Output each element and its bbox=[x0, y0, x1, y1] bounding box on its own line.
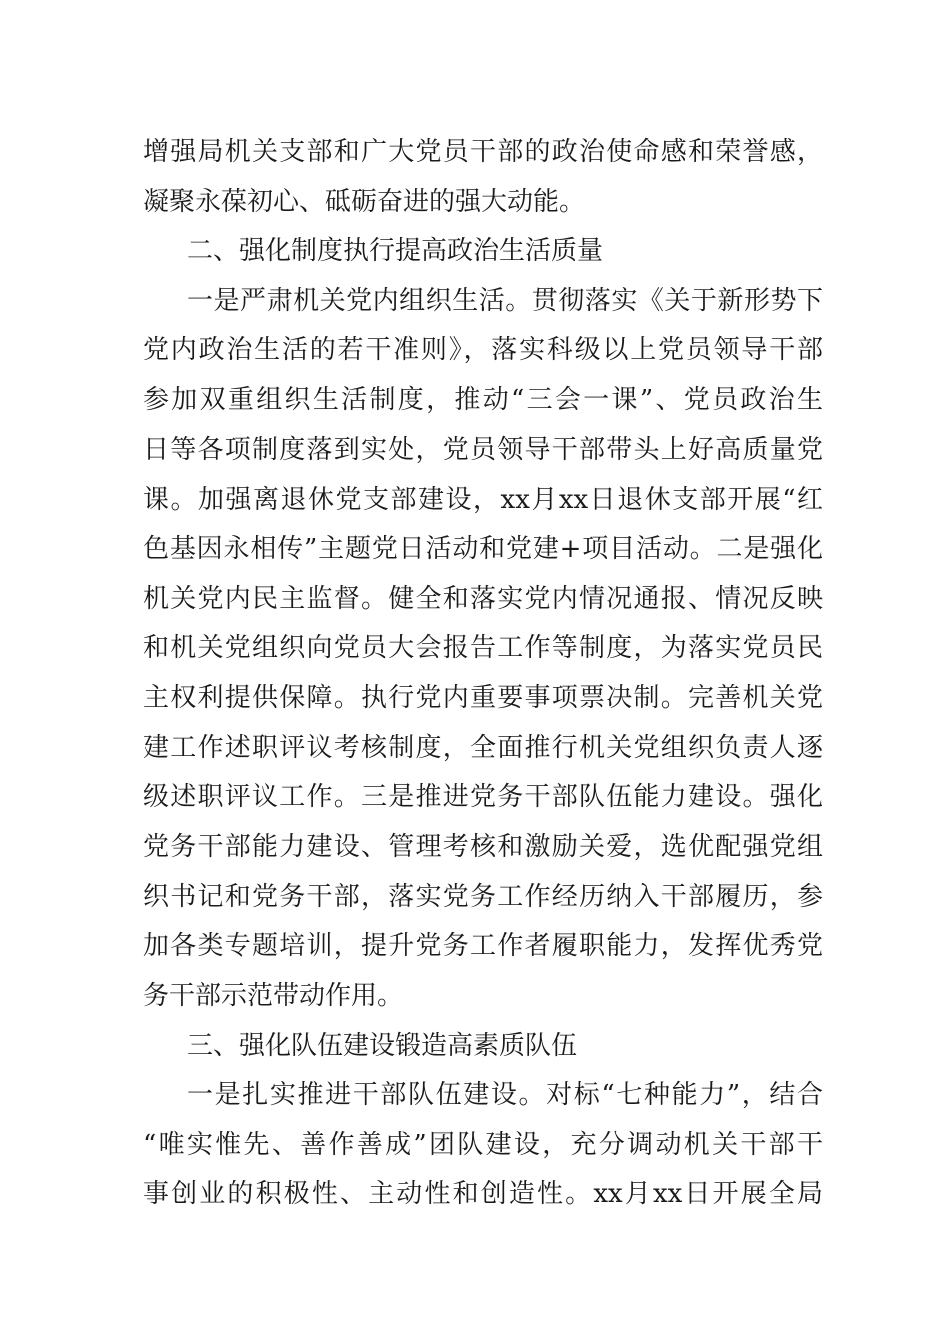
paragraph-line: “唯实惟先、善作善成”团队建设，充分调动机关干部干 bbox=[143, 1130, 823, 1160]
paragraph-line: 一是扎实推进干部队伍建设。对标“七种能力”，结合 bbox=[187, 1080, 823, 1110]
paragraph-line: 务干部示范带动作用。 bbox=[143, 981, 404, 1011]
paragraph-line: 事创业的积极性、主动性和创造性。xx月xx日开展全局 bbox=[143, 1179, 823, 1209]
paragraph-line: 日等各项制度落到实处，党员领导干部带头上好高质量党 bbox=[143, 435, 823, 465]
paragraph-line: 一是严肃机关党内组织生活。贯彻落实《关于新形势下 bbox=[187, 286, 823, 316]
paragraph-line: 党务干部能力建设、管理考核和激励关爱，选优配强党组 bbox=[143, 832, 823, 862]
paragraph-line: 参加双重组织生活制度，推动“三会一课”、党员政治生 bbox=[143, 385, 823, 415]
paragraph-line: 和机关党组织向党员大会报告工作等制度，为落实党员民 bbox=[143, 633, 823, 663]
paragraph-line: 建工作述职评议考核制度，全面推行机关党组织负责人逐 bbox=[143, 733, 823, 763]
paragraph-line: 织书记和党务干部，落实党务工作经历纳入干部履历，参 bbox=[143, 882, 823, 912]
paragraph-line: 凝聚永葆初心、砥砺奋进的强大动能。 bbox=[143, 187, 586, 217]
paragraph-line: 党内政治生活的若干准则》，落实科级以上党员领导干部 bbox=[143, 335, 823, 365]
paragraph-line: 级述职评议工作。三是推进党务干部队伍能力建设。强化 bbox=[143, 782, 823, 812]
section-heading: 三、强化队伍建设锻造高素质队伍 bbox=[187, 1031, 578, 1061]
paragraph-line: 加各类专题培训，提升党务工作者履职能力，发挥优秀党 bbox=[143, 931, 823, 961]
paragraph-line: 机关党内民主监督。健全和落实党内情况通报、情况反映 bbox=[143, 584, 823, 614]
paragraph-line: 主权利提供保障。执行党内重要事项票决制。完善机关党 bbox=[143, 683, 823, 713]
paragraph-line: 课。加强离退休党支部建设，xx月xx日退休支部开展“红 bbox=[143, 485, 823, 515]
paragraph-line: 增强局机关支部和广大党员干部的政治使命感和荣誉感， bbox=[143, 137, 823, 167]
paragraph-line: 色基因永相传”主题党日活动和党建+项目活动。二是强化 bbox=[143, 534, 823, 564]
section-heading: 二、强化制度执行提高政治生活质量 bbox=[187, 236, 604, 266]
